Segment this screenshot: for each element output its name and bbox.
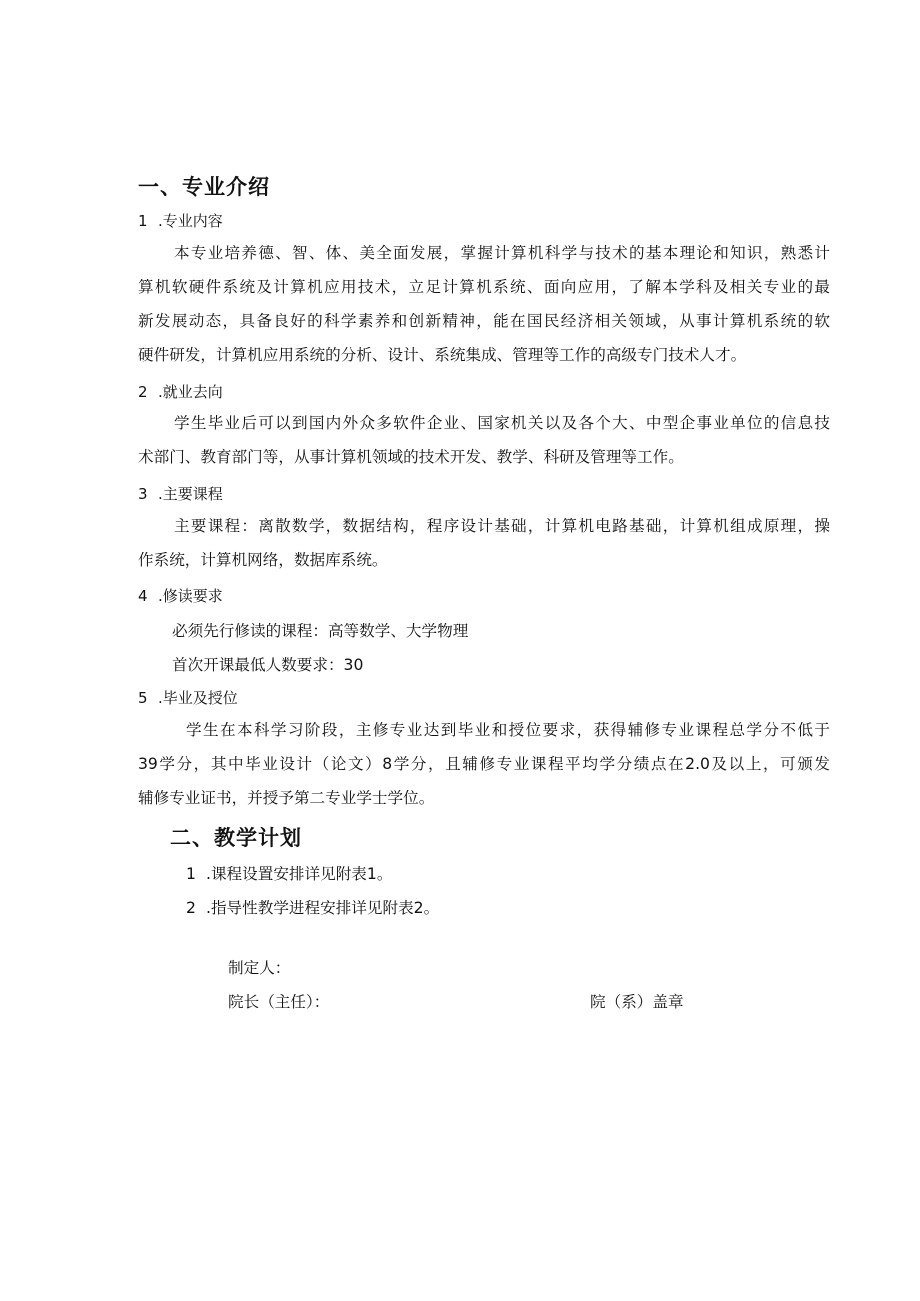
section-1-title: 一、专业介绍 bbox=[138, 175, 270, 199]
prerequisite-courses: 必须先行修读的课程：高等数学、大学物理 bbox=[172, 622, 469, 640]
minimum-enrollment: 首次开课最低人数要求：30 bbox=[172, 656, 364, 674]
graduation-degree-paragraph bbox=[138, 713, 830, 815]
paragraph-line: 本专业培养德、智、体、美全面发展，掌握计算机科学与技术的基本理论和知识，熟悉计 bbox=[174, 244, 830, 262]
subsection-4-heading bbox=[138, 585, 223, 606]
item-text: .指导性教学进程安排详见附表2。 bbox=[206, 899, 440, 917]
subsection-title: .专业内容 bbox=[158, 212, 223, 230]
employment-paragraph bbox=[138, 406, 830, 474]
subsection-title: .修读要求 bbox=[158, 587, 223, 605]
paragraph-line: 辅修专业证书，并授予第二专业学士学位。 bbox=[138, 789, 435, 807]
paragraph-line: 硬件研发，计算机应用系统的分析、设计、系统集成、管理等工作的高级专门技术人才。 bbox=[138, 346, 747, 364]
dean-signature-label: 院长（主任）： bbox=[228, 993, 330, 1011]
subsection-1-heading bbox=[138, 210, 223, 231]
subsection-3-heading bbox=[138, 483, 223, 504]
subsection-5-heading bbox=[138, 687, 238, 708]
subsection-number: 3 bbox=[138, 485, 148, 503]
teaching-plan-item-1 bbox=[186, 862, 392, 884]
item-number: 1 bbox=[186, 865, 196, 883]
major-content-paragraph bbox=[138, 236, 830, 372]
department-seal-label: 院（系）盖章 bbox=[590, 993, 684, 1011]
subsection-number: 1 bbox=[138, 212, 148, 230]
subsection-2-heading bbox=[138, 381, 223, 402]
plan-maker-label: 制定人： bbox=[228, 959, 291, 977]
paragraph-line: 39学分，其中毕业设计（论文）8学分，且辅修专业课程平均学分绩点在2.0及以上，可颁发 bbox=[138, 755, 830, 773]
paragraph-line: 主要课程：离散数学，数据结构，程序设计基础，计算机电路基础，计算机组成原理，操 bbox=[174, 517, 830, 535]
item-number: 2 bbox=[186, 899, 196, 917]
subsection-number: 5 bbox=[138, 689, 148, 707]
paragraph-line: 作系统，计算机网络，数据库系统。 bbox=[138, 551, 388, 569]
teaching-plan-item-2 bbox=[186, 896, 439, 918]
paragraph-line: 术部门、教育部门等，从事计算机领域的技术开发、教学、科研及管理等工作。 bbox=[138, 448, 684, 466]
paragraph-line: 学生在本科学习阶段，主修专业达到毕业和授位要求，获得辅修专业课程总学分不低于 bbox=[186, 721, 830, 739]
section-2-title: 二、教学计划 bbox=[170, 826, 302, 850]
paragraph-line: 算机软硬件系统及计算机应用技术，立足计算机系统、面向应用，了解本学科及相关专业的最 bbox=[138, 278, 830, 296]
subsection-title: .主要课程 bbox=[158, 485, 223, 503]
paragraph-line: 新发展动态，具备良好的科学素养和创新精神，能在国民经济相关领域，从事计算机系统的软 bbox=[138, 312, 830, 330]
subsection-number: 4 bbox=[138, 587, 148, 605]
item-text: .课程设置安排详见附表1。 bbox=[206, 865, 393, 883]
paragraph-line: 学生毕业后可以到国内外众多软件企业、国家机关以及各个大、中型企事业单位的信息技 bbox=[174, 414, 830, 432]
subsection-title: .就业去向 bbox=[158, 383, 223, 401]
subsection-title: .毕业及授位 bbox=[158, 689, 238, 707]
subsection-number: 2 bbox=[138, 383, 148, 401]
main-courses-paragraph bbox=[138, 509, 830, 577]
